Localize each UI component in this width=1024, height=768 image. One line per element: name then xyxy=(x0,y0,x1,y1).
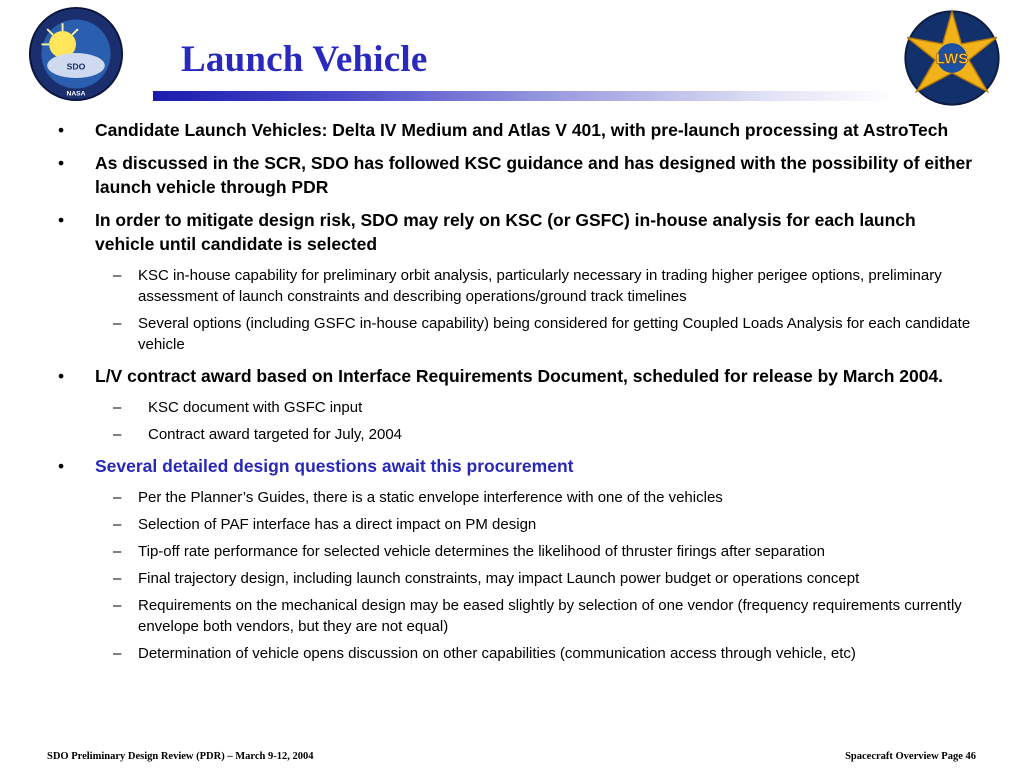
sub-bullet-item xyxy=(113,595,974,637)
sub-bullet-item xyxy=(113,514,974,535)
bullet-item xyxy=(58,151,974,199)
footer-page-number: Spacecraft Overview Page 46 xyxy=(845,751,976,762)
sub-bullet-text: Determination of vehicle opens discussion on other capabilities (communication access through vehicle, etc) xyxy=(138,645,856,662)
sub-bullet-item xyxy=(113,265,974,307)
dash-marker: – xyxy=(113,597,122,614)
bullet-marker: • xyxy=(58,120,65,140)
bullet-marker: • xyxy=(58,366,65,386)
bullet-item xyxy=(58,364,974,388)
dash-marker: – xyxy=(113,645,122,662)
bullet-item xyxy=(58,454,974,478)
sub-bullet-text: KSC document with GSFC input xyxy=(148,399,363,416)
sub-bullet-text: Per the Planner’s Guides, there is a static envelope interference with one of the vehicles xyxy=(138,489,723,506)
sub-bullet-item xyxy=(113,568,974,589)
sub-bullet-item xyxy=(113,313,974,355)
bullet-text: Several detailed design questions await this procurement xyxy=(95,456,574,476)
sub-bullet-text: Selection of PAF interface has a direct impact on PM design xyxy=(138,516,537,533)
dash-marker: – xyxy=(113,516,122,533)
sdo-logo-label: SDO xyxy=(66,61,86,72)
nasa-text: NASA xyxy=(66,90,86,98)
bullet-text: In order to mitigate design risk, SDO may rely on KSC (or GSFC) in-house analysis for each launch vehicle until candidate is selected xyxy=(95,210,916,254)
bullet-item xyxy=(58,208,974,256)
sub-bullet-text: Final trajectory design, including launch constraints, may impact Launch power budget or operations concept xyxy=(138,570,860,587)
dash-marker: – xyxy=(113,543,122,560)
sub-bullet-item xyxy=(113,487,974,508)
bullet-marker: • xyxy=(58,456,65,476)
sub-bullet-text: Several options (including GSFC in-house capability) being considered for getting Coupled Loads Analysis for each candidate vehicle xyxy=(138,315,971,353)
sdo-mission-logo-icon xyxy=(28,6,124,102)
sub-bullet-text: Contract award targeted for July, 2004 xyxy=(148,426,403,443)
footer-left-text: SDO Preliminary Design Review (PDR) – March 9-12, 2004 xyxy=(47,751,314,762)
lws-text: LWS xyxy=(935,50,969,68)
slide-title: Launch Vehicle xyxy=(181,39,428,80)
dash-marker: – xyxy=(113,489,122,506)
bullet-marker: • xyxy=(58,153,65,173)
dash-marker: – xyxy=(113,315,122,332)
sub-bullet-item xyxy=(113,397,974,418)
dash-marker: – xyxy=(113,570,122,587)
sub-bullet-item xyxy=(113,424,974,445)
sub-bullet-text: KSC in-house capability for preliminary orbit analysis, particularly necessary in trading higher perigee options, preliminary assessment of launch constraints and describing operations/ground track timelines xyxy=(138,267,942,305)
sub-bullet-text: Tip-off rate performance for selected vehicle determines the likelihood of thruster firings after separation xyxy=(138,543,826,560)
title-underline-bar xyxy=(153,91,897,101)
sub-bullet-item xyxy=(113,643,974,664)
bullet-text: Candidate Launch Vehicles: Delta IV Medium and Atlas V 401, with pre-launch processing at AstroTech xyxy=(95,120,949,140)
dash-marker: – xyxy=(113,267,122,284)
dash-marker: – xyxy=(113,399,122,416)
sub-bullet-item xyxy=(113,541,974,562)
bullet-text: L/V contract award based on Interface Requirements Document, scheduled for release by March 2004. xyxy=(95,366,944,386)
bullet-text: As discussed in the SCR, SDO has followed KSC guidance and has designed with the possibility of either launch vehicle through PDR xyxy=(95,153,973,197)
bullet-marker: • xyxy=(58,210,65,230)
sub-bullet-text: Requirements on the mechanical design may be eased slightly by selection of one vendor (frequency requirements currently envelope both vendors, but they are not equal) xyxy=(138,597,962,635)
dash-marker: – xyxy=(113,426,122,443)
bullet-item xyxy=(58,118,974,142)
bullet-list xyxy=(0,118,1024,673)
lws-logo-icon xyxy=(896,2,1008,114)
